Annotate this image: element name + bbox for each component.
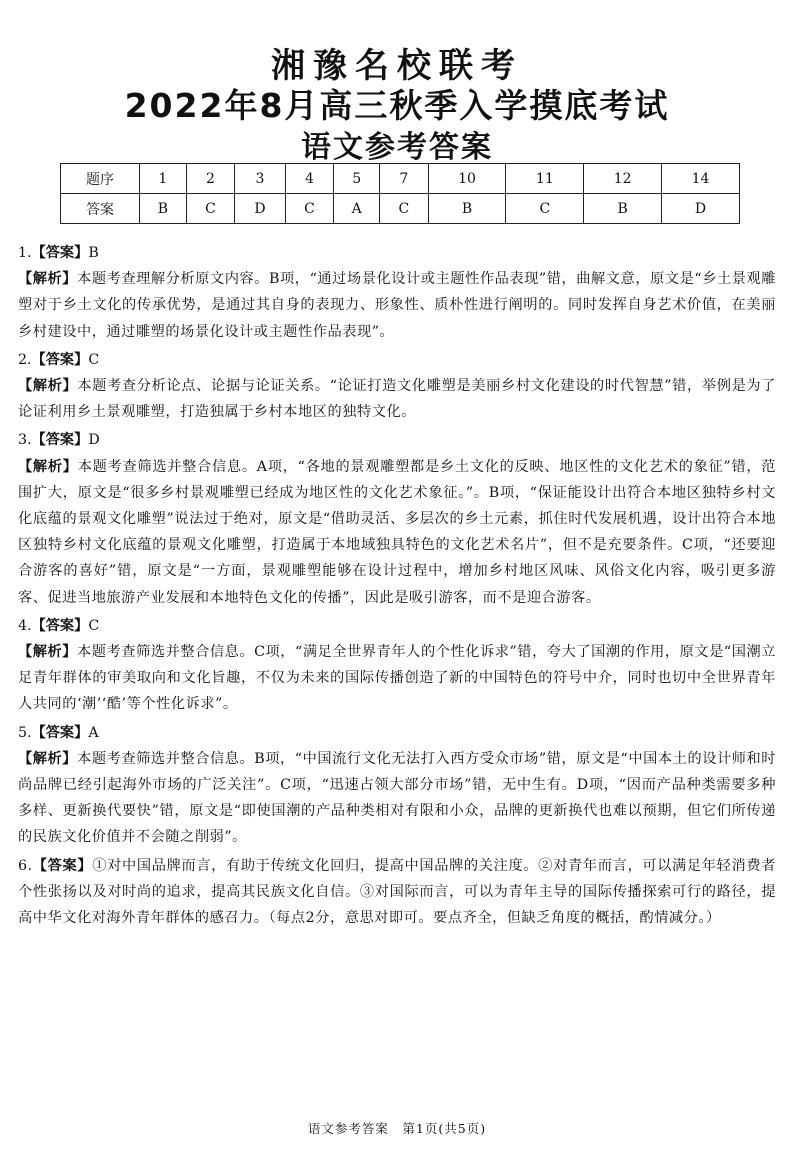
question-number: 4. <box>18 617 32 634</box>
question-number-cell: 14 <box>662 164 740 194</box>
analysis-text: 本题考查理解分析原文内容。B项，“通过场景化设计或主题性作品表现”错，曲解文意，原文是“乡土景观雕塑对于乡土文化的传承优势，是通过其自身的表现力、形象性、质朴性进行阐明的。同时发挥自身艺术价值，在美丽乡村建设中，通过雕塑的场景化设计或主题性作品表现”。 <box>18 271 777 340</box>
answer-cell: C <box>285 194 333 224</box>
question-number-cell: 1 <box>140 164 187 194</box>
question-number-cell: 7 <box>380 164 428 194</box>
exam-name-title: 2022年8月高三秋季入学摸底考试 <box>124 86 670 125</box>
answer-label: 【答案】 <box>31 245 89 261</box>
question-number-cell: 12 <box>584 164 662 194</box>
answer-label: 【答案】 <box>31 432 89 449</box>
question-block-3 <box>18 427 776 610</box>
answer-table-number-row <box>61 164 740 194</box>
answer-cell: C <box>506 194 584 224</box>
analysis-text: 本题考查筛选并整合信息。A项，“各地的景观雕塑都是乡土文化的反映、地区性的文化艺术的象征”错，范围扩大，原文是“很多乡村景观雕塑已经成为地区性的文化艺术象征。”。B项，“保证能设计出符合本地区独特乡村文化底蕴的景观文化雕塑”说法过于绝对，原文是“借助灵活、多层次的乡土元素，抓住时代发展机遇，设计出符合本地区独特乡村文化底蕴的景观文化雕塑，打造属于本地域独具特色的文化艺术名片”，但不是充要条件。C项，“还要迎合游客的喜好”错，原文是“一方面，景观雕塑能够在设计过程中，增加乡村地区风味、风俗文化内容，吸引更多游客、促进当地旅游产业发展和本地特色文化的传播”，因此是吸引游客，而不是迎合游客。 <box>18 458 777 606</box>
question-number-cell: 11 <box>506 164 584 194</box>
question-number-cell: 5 <box>334 164 380 194</box>
answer-label: 【答案】 <box>32 857 93 874</box>
analysis-label: 【解析】 <box>18 458 78 475</box>
answer-table-answer-row <box>61 194 740 224</box>
answer-value: ①对中国品牌而言，有助于传统文化回归，提高中国品牌的关注度。②对青年而言，可以满足年轻消费者个性张扬以及对时尚的追求，提高其民族文化自信。③对国际而言，可以为青年主导的国际传播探索可行的路径，提高中华文化对海外青年群体的感召力。（每点2分，意思对即可。要点齐全，但缺乏角度的概括，酌情减分。） <box>18 857 776 927</box>
answer-line <box>18 613 776 639</box>
analysis-paragraph <box>18 266 776 345</box>
question-number: 5. <box>18 724 32 741</box>
answer-line <box>18 853 776 932</box>
answer-cell: D <box>235 194 286 224</box>
answer-label: 【答案】 <box>31 617 89 634</box>
question-number-cell: 4 <box>285 164 333 194</box>
answer-line <box>18 240 776 266</box>
analysis-label: 【解析】 <box>18 644 78 661</box>
analysis-text: 本题考查分析论点、论据与论证关系。“论证打造文化雕塑是美丽乡村文化建设的时代智慧”错，举例是为了论证利用乡土景观雕塑，打造独属于乡村本地区的独特文化。 <box>18 378 776 421</box>
answer-line <box>18 427 776 453</box>
answer-cell: C <box>186 194 234 224</box>
answer-label: 【答案】 <box>31 724 89 741</box>
question-number-cell: 2 <box>186 164 234 194</box>
row-label-answer: 答案 <box>61 194 140 224</box>
question-block-4 <box>18 613 776 718</box>
answer-value: A <box>88 724 99 741</box>
question-number-cell: 10 <box>428 164 506 194</box>
page-footer: 语文参考答案 第1页(共5页) <box>307 1121 487 1136</box>
question-number: 6. <box>18 857 33 874</box>
analysis-text: 本题考查筛选并整合信息。B项，“中国流行文化无法打入西方受众市场”错，原文是“中国本土的设计师和时尚品牌已经引起海外市场的广泛关注”。C项，“迅速占领大部分市场”错，无中生有。D项，“因而产品种类需要多种多样、更新换代要快”错，原文是“即使国潮的产品种类相对有限和小众，品牌的更新换代也难以预期，但它们所传递的民族文化价值并不会随之削弱”。 <box>18 750 777 846</box>
question-block-5 <box>18 720 776 851</box>
question-number: 2. <box>18 351 32 368</box>
analysis-label: 【解析】 <box>18 378 78 395</box>
analysis-paragraph <box>18 454 776 611</box>
analysis-paragraph <box>18 373 776 425</box>
analysis-paragraph <box>18 746 776 851</box>
answer-line <box>18 347 776 373</box>
answer-value: D <box>88 432 100 449</box>
answer-cell: B <box>428 194 506 224</box>
answer-explanations <box>18 238 776 931</box>
answer-value: C <box>88 351 100 368</box>
exam-organizer-title: 湘豫名校联考 <box>271 46 523 86</box>
question-number: 1. <box>18 245 32 261</box>
answer-cell: B <box>140 194 187 224</box>
answer-cell: B <box>584 194 662 224</box>
question-block-1 <box>18 240 776 345</box>
question-number: 3. <box>18 432 32 449</box>
answer-line <box>18 720 776 746</box>
answer-cell: A <box>334 194 380 224</box>
question-number-cell: 3 <box>235 164 286 194</box>
analysis-label: 【解析】 <box>18 750 78 767</box>
question-block-6 <box>18 853 776 932</box>
answer-value: C <box>88 617 100 634</box>
answer-value: B <box>88 245 99 261</box>
analysis-paragraph <box>18 639 776 718</box>
answer-cell: C <box>380 194 428 224</box>
document-title: 语文参考答案 <box>301 130 493 165</box>
analysis-text: 本题考查筛选并整合信息。C项，“满足全世界青年人的个性化诉求”错，夸大了国潮的作用，原文是“国潮立足青年群体的审美取向和文化旨趣，不仅为未来的国际传播创造了新的中国特色的符号中介，同时也切中全世界青年人共同的‘潮’‘酷’等个性化诉求”。 <box>18 644 776 713</box>
question-block-2 <box>18 347 776 426</box>
analysis-label: 【解析】 <box>18 271 78 288</box>
answer-cell: D <box>662 194 740 224</box>
answer-table <box>60 163 740 224</box>
answer-label: 【答案】 <box>31 351 89 368</box>
row-label-number: 题序 <box>61 164 140 194</box>
